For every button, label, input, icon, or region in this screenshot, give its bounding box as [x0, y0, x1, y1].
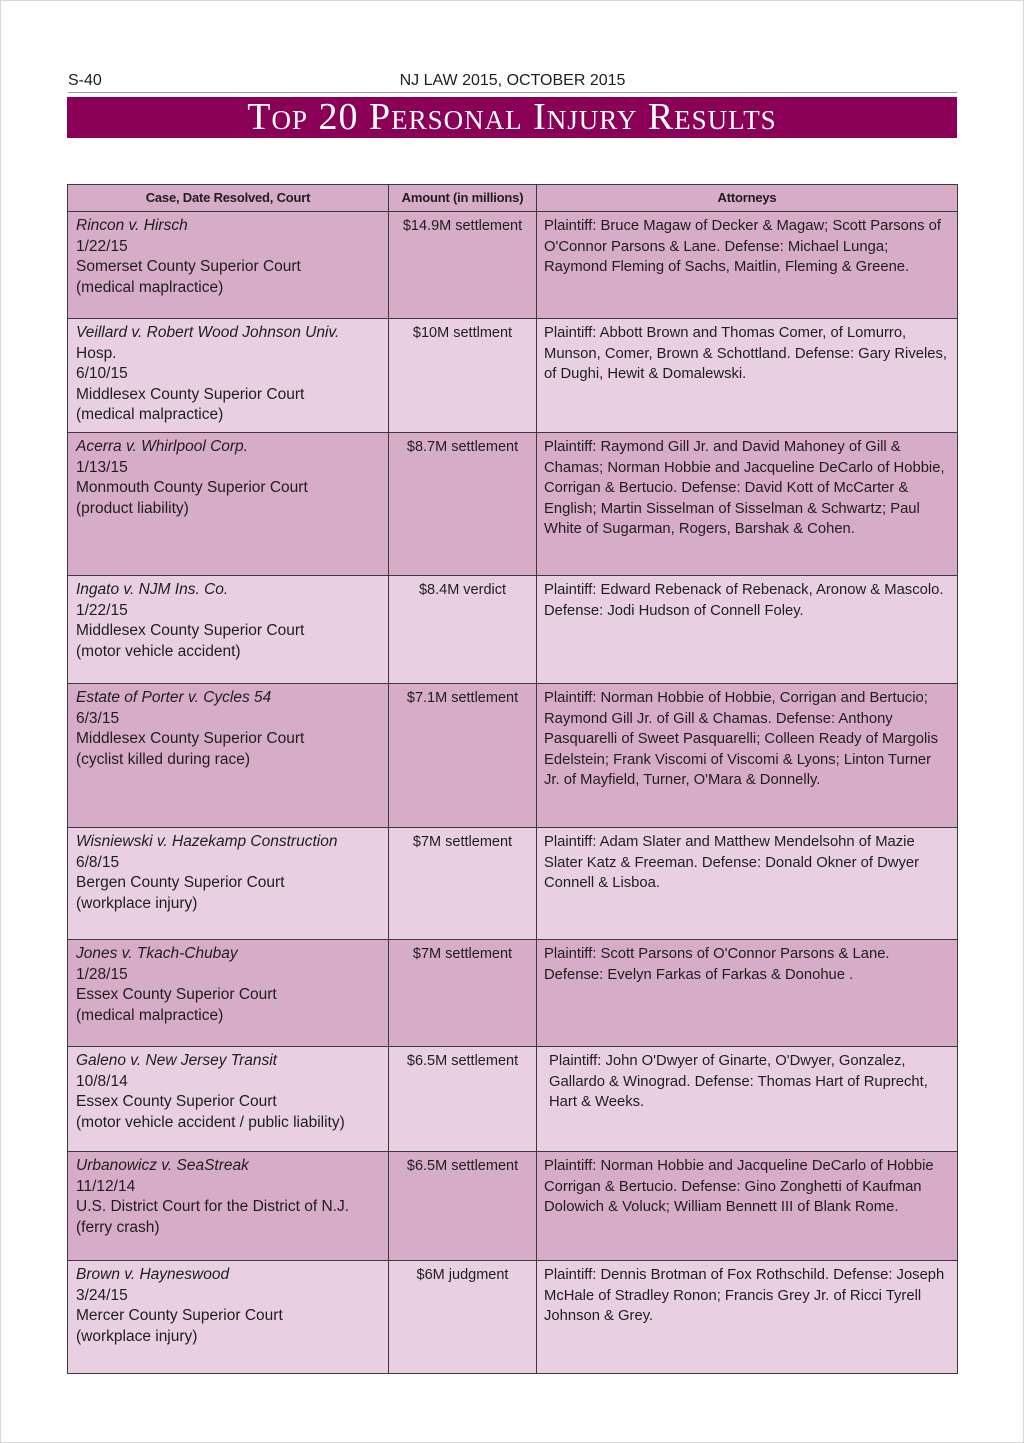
case-name: Jones v. Tkach-Chubay	[76, 944, 238, 962]
case-cell	[68, 683, 389, 827]
amount-cell: $14.9M settlement	[389, 212, 537, 319]
issue-title: NJ LAW 2015, OCTOBER 2015	[399, 72, 626, 89]
case-name: Acerra v. Whirlpool Corp.	[76, 437, 248, 455]
amount-cell: $7.1M settlement	[389, 683, 537, 827]
date-resolved: 6/8/15	[76, 853, 120, 871]
table-row	[68, 1260, 958, 1373]
attorneys-cell: Plaintiff: Raymond Gill Jr. and David Mahoney of Gill & Chamas; Norman Hobbie and Jacqueline DeCarlo of Hobbie, Corrigan & Bertucio. Defense: David Kott of McCarter & English; Martin Sisselman of Sisselman & Schwartz; Paul White of Sugarman, Rogers, Barshak & Cohen.	[537, 432, 958, 575]
table-row	[68, 939, 958, 1046]
attorneys-cell: Plaintiff: Norman Hobbie and Jacqueline DeCarlo of Hobbie Corrigan & Bertucio. Defense: Gino Zonghetti of Kaufman Dolowich & Voluck; William Bennett III of Blank Rome.	[537, 1151, 958, 1260]
court: Essex County Superior Court	[76, 1093, 277, 1111]
case-type: (product liability)	[76, 499, 189, 517]
attorneys-cell: Plaintiff: Norman Hobbie of Hobbie, Corrigan and Bertucio; Raymond Gill Jr. of Gill & Chamas. Defense: Anthony Pasquarelli of Sweet Pasquarelli; Colleen Ready of Margolis Edelstein; Frank Viscomi of Viscomi & Lyons; Linton Turner Jr. of Mayfield, Turner, O'Mara & Donnelly.	[537, 683, 958, 827]
attorneys-cell: Plaintiff: Abbott Brown and Thomas Comer, of Lomurro, Munson, Comer, Brown & Schottland. Defense: Gary Riveles, of Dughi, Hewit & Domalewski.	[537, 319, 958, 433]
case-cell	[68, 319, 389, 433]
case-cell	[68, 1260, 389, 1373]
amount-cell: $8.4M verdict	[389, 575, 537, 683]
amount-cell: $6M judgment	[389, 1260, 537, 1373]
page-number: S-40	[68, 72, 102, 89]
date-resolved: 6/10/15	[76, 365, 128, 383]
amount-cell: $7M settlement	[389, 827, 537, 939]
court: Monmouth County Superior Court	[76, 479, 308, 497]
case-cell	[68, 432, 389, 575]
date-resolved: 3/24/15	[76, 1286, 128, 1304]
attorneys-cell: Plaintiff: Adam Slater and Matthew Mendelsohn of Mazie Slater Katz & Freeman. Defense: Donald Okner of Dwyer Connell & Lisboa.	[537, 827, 958, 939]
case-type: (workplace injury)	[76, 894, 198, 912]
case-name: Wisniewski v. Hazekamp Construction	[76, 832, 338, 850]
date-resolved: 1/22/15	[76, 237, 128, 255]
case-name: Urbanowicz v. SeaStreak	[76, 1156, 249, 1174]
table-row	[68, 212, 958, 319]
case-type: (medical maplractice)	[76, 278, 224, 296]
case-cell	[68, 212, 389, 319]
attorneys-cell: Plaintiff: Scott Parsons of O'Connor Parsons & Lane. Defense: Evelyn Farkas of Farkas & Donohue .	[537, 939, 958, 1046]
court: Somerset County Superior Court	[76, 258, 301, 276]
table-row	[68, 683, 958, 827]
case-cell	[68, 575, 389, 683]
date-resolved: 6/3/15	[76, 709, 120, 727]
case-type: (workplace injury)	[76, 1327, 198, 1345]
amount-cell: $7M settlement	[389, 939, 537, 1046]
date-resolved: 11/12/14	[76, 1177, 136, 1195]
court: Middlesex County Superior Court	[76, 385, 305, 403]
date-resolved: 10/8/14	[76, 1072, 128, 1090]
table-row	[68, 1151, 958, 1260]
amount-cell: $8.7M settlement	[389, 432, 537, 575]
case-type: (medical malpractice)	[76, 1006, 224, 1024]
table-header-row	[68, 185, 958, 212]
case-type: (motor vehicle accident / public liability)	[76, 1113, 345, 1131]
case-cell	[68, 1046, 389, 1151]
column-header-amount: Amount (in millions)	[389, 185, 537, 212]
case-cell	[68, 1151, 389, 1260]
column-header-case: Case, Date Resolved, Court	[68, 185, 389, 212]
running-header	[68, 70, 957, 93]
court: U.S. District Court for the District of N.J.	[76, 1198, 350, 1216]
case-name: Galeno v. New Jersey Transit	[76, 1051, 277, 1069]
attorneys-cell: Plaintiff: Edward Rebenack of Rebenack, Aronow & Mascolo. Defense: Jodi Hudson of Connell Foley.	[537, 575, 958, 683]
case-cell	[68, 939, 389, 1046]
table-row	[68, 575, 958, 683]
attorneys-cell: Plaintiff: Dennis Brotman of Fox Rothschild. Defense: Joseph McHale of Stradley Ronon; Francis Grey Jr. of Ricci Tyrell Johnson & Grey.	[537, 1260, 958, 1373]
case-name: Brown v. Hayneswood	[76, 1265, 230, 1283]
amount-cell: $6.5M settlement	[389, 1151, 537, 1260]
court: Bergen County Superior Court	[76, 874, 285, 892]
case-cell	[68, 827, 389, 939]
table-row	[68, 432, 958, 575]
court: Middlesex County Superior Court	[76, 730, 305, 748]
results-table	[67, 184, 958, 1374]
case-type: (ferry crash)	[76, 1218, 160, 1236]
court: Mercer County Superior Court	[76, 1307, 283, 1325]
court: Middlesex County Superior Court	[76, 622, 305, 640]
attorneys-cell: Plaintiff: Bruce Magaw of Decker & Magaw; Scott Parsons of O'Connor Parsons & Lane. Defense: Michael Lunga; Raymond Fleming of Sachs, Maitlin, Fleming & Greene.	[537, 212, 958, 319]
case-name: Estate of Porter v. Cycles 54	[76, 688, 272, 706]
column-header-attorneys: Attorneys	[537, 185, 958, 212]
table-row	[68, 827, 958, 939]
amount-cell: $10M settlment	[389, 319, 537, 433]
case-name: Veillard v. Robert Wood Johnson Univ.	[76, 324, 340, 341]
court: Essex County Superior Court	[76, 986, 277, 1004]
case-name-continued: Hosp.	[76, 344, 117, 362]
date-resolved: 1/28/15	[76, 965, 128, 983]
table-row	[68, 319, 958, 433]
page-title: Top 20 Personal Injury Results	[67, 97, 957, 138]
amount-cell: $6.5M settlement	[389, 1046, 537, 1151]
date-resolved: 1/22/15	[76, 601, 128, 619]
case-type: (cyclist killed during race)	[76, 750, 250, 768]
table-row	[68, 1046, 958, 1151]
attorneys-cell: Plaintiff: John O'Dwyer of Ginarte, O'Dwyer, Gonzalez, Gallardo & Winograd. Defense: Thomas Hart of Ruprecht, Hart & Weeks.	[537, 1046, 958, 1151]
case-name: Ingato v. NJM Ins. Co.	[76, 580, 229, 598]
case-type: (medical malpractice)	[76, 406, 224, 424]
date-resolved: 1/13/15	[76, 458, 128, 476]
case-name: Rincon v. Hirsch	[76, 217, 188, 234]
case-type: (motor vehicle accident)	[76, 642, 241, 660]
